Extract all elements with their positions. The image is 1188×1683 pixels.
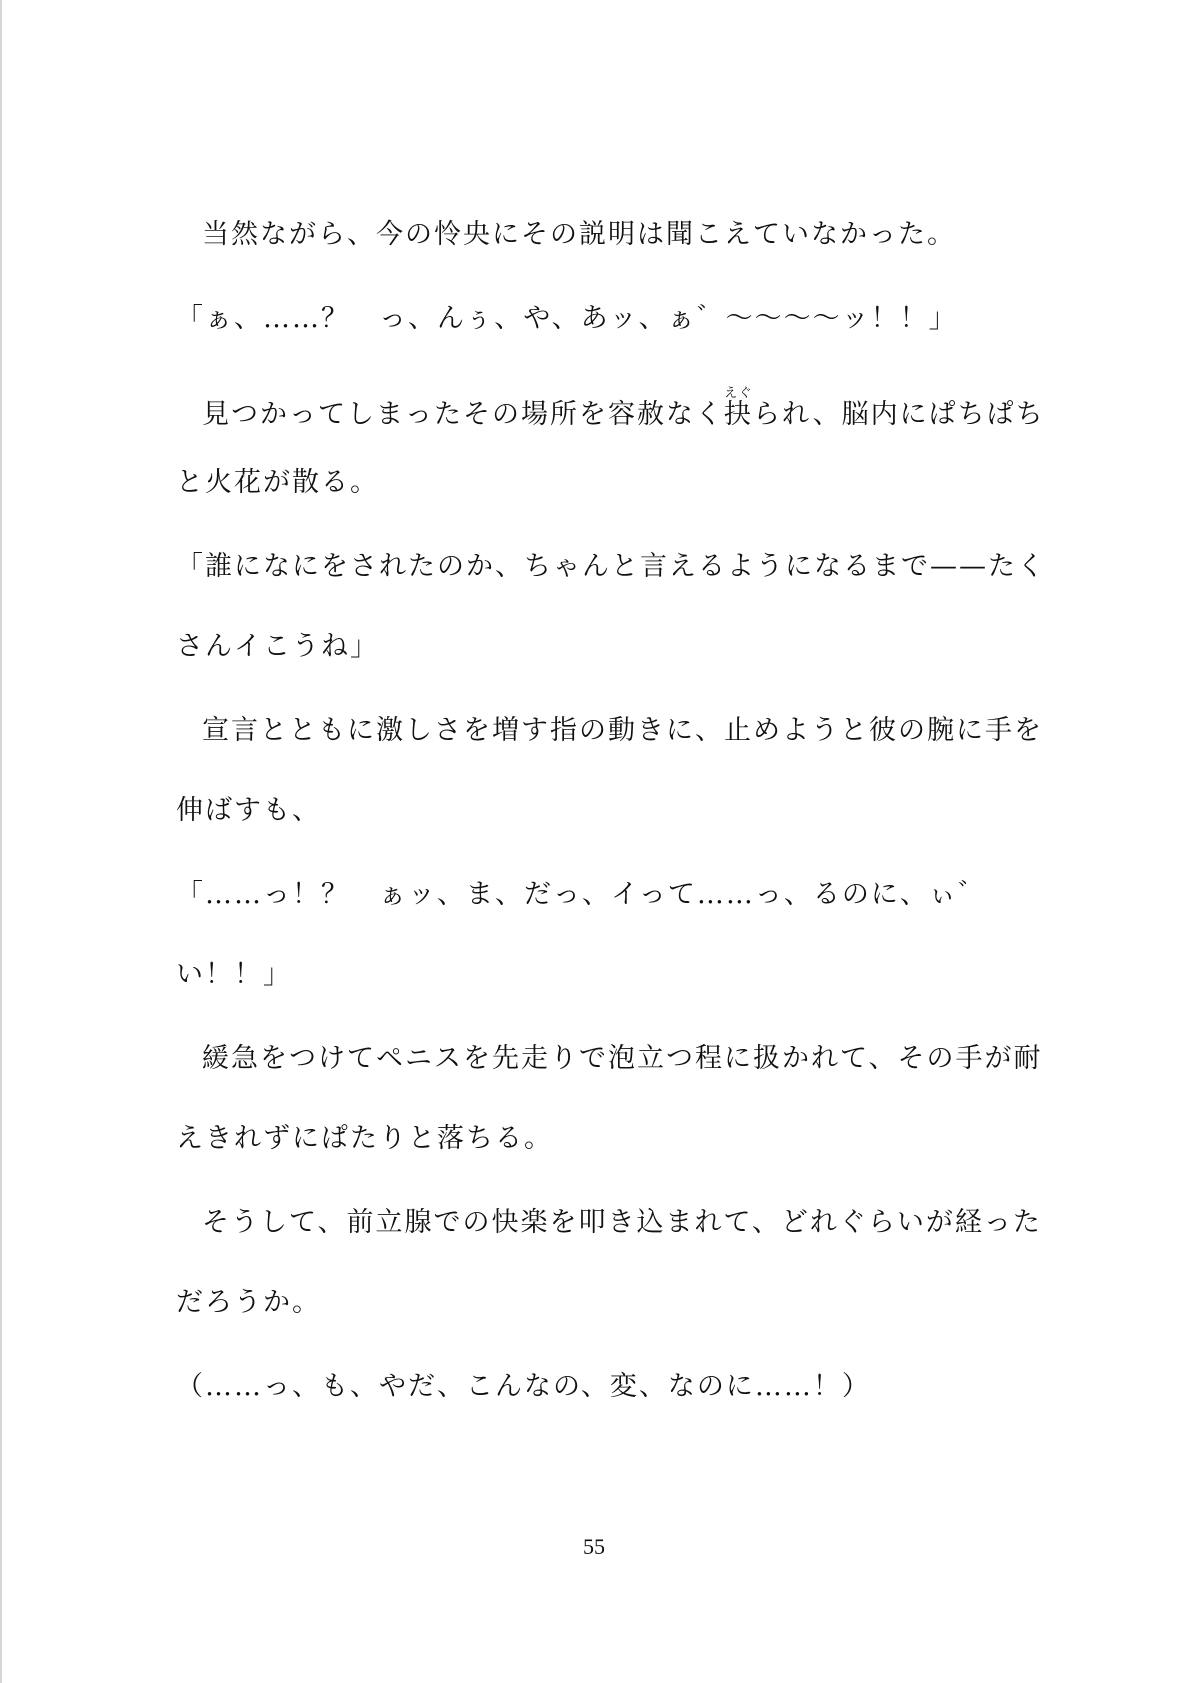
page-number: 55 <box>583 1534 605 1559</box>
text-line: 「……っ！？ ぁッ、ま、だっ、イって……っ、るのに、ぃ゛ <box>176 879 987 910</box>
text-line: （……っ、も、やだ、こんなの、変、なのに……！） <box>176 1371 871 1402</box>
text-line: 「ぁ、……？ っ、んぅ、や、あッ、ぁ゛〜〜〜〜ッ！！」 <box>176 303 958 334</box>
text-line: 伸ばすも、 <box>176 795 321 826</box>
text-line: 「誰になにをされたのか、ちゃんと言えるようになるまで——たく <box>176 551 1046 582</box>
text-line: だろうか。 <box>176 1287 321 1318</box>
text-line <box>176 386 1045 432</box>
text-line: 宣言とともに激しさを増す指の動きに、止めようと彼の腕に手を <box>202 715 1043 746</box>
text-fragment: られ、脳内にぱちぱち <box>753 399 1045 430</box>
text-line: さんイこうね」 <box>176 631 379 662</box>
text-line: 当然ながら、今の怜央にその説明は聞こえていなかった。 <box>202 219 956 250</box>
text-line: えきれずにぱたりと落ちる。 <box>176 1123 553 1154</box>
ruby-base: 抉 <box>724 399 753 430</box>
text-line: 緩急をつけてペニスを先走りで泡立つ程に扱かれて、その手が耐 <box>202 1043 1043 1074</box>
text-line: い！！」 <box>176 959 292 990</box>
ruby-word <box>724 386 753 430</box>
text-line: と火花が散る。 <box>176 467 379 498</box>
text-fragment: 見つかってしまったその場所を容赦なく <box>202 399 724 430</box>
page-edge <box>0 0 2 1683</box>
text-line: そうして、前立腺での快楽を叩き込まれて、どれぐらいが経った <box>202 1207 1042 1238</box>
ruby-reading: えぐ <box>724 386 753 401</box>
